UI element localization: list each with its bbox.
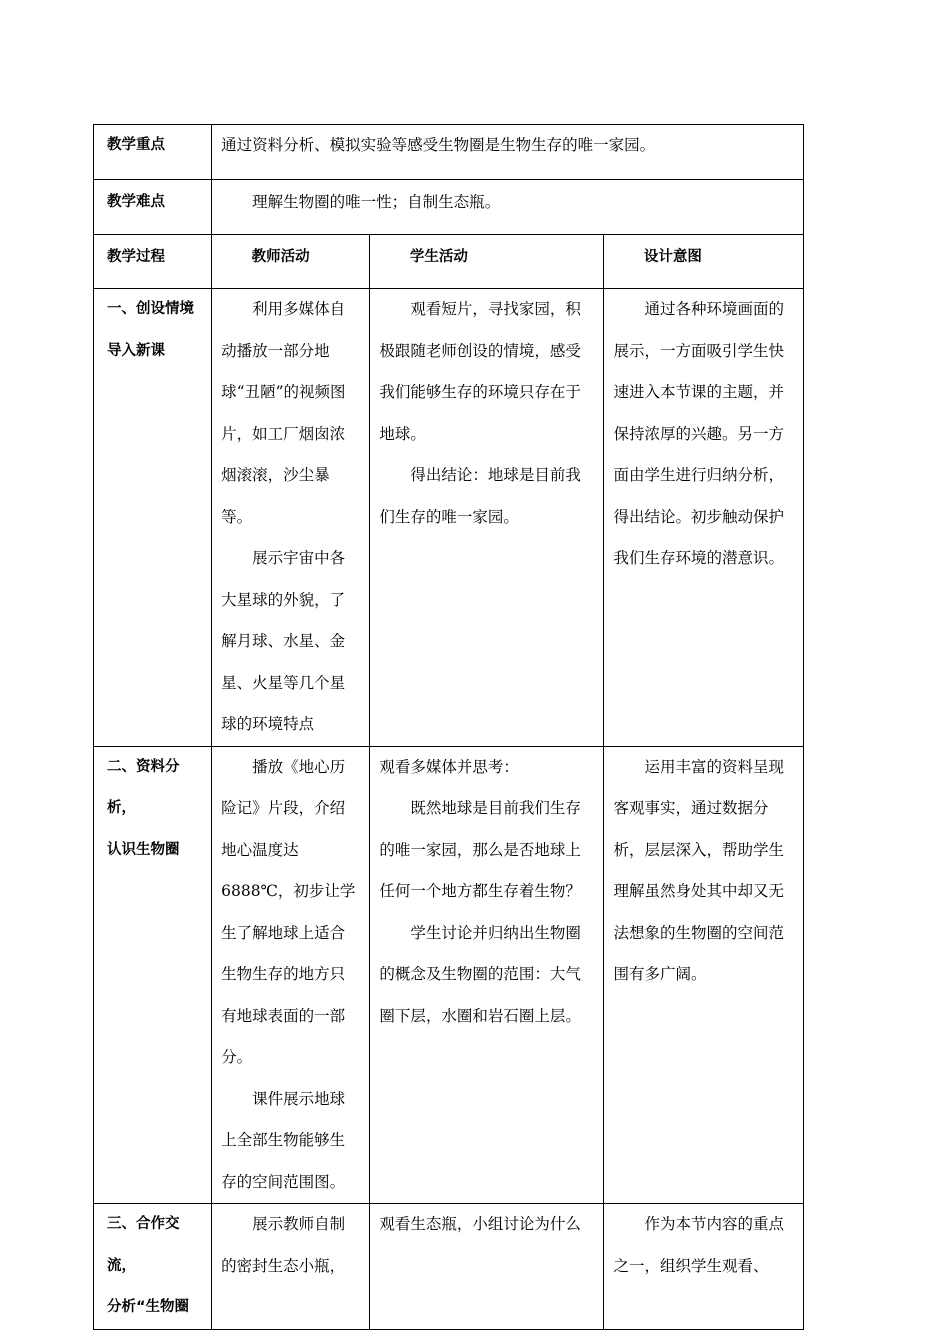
header-design-intent: 设计意图 bbox=[604, 235, 804, 289]
label-teaching-difficulty: 教学难点 bbox=[94, 180, 212, 235]
stage-3-design-intent bbox=[604, 1204, 804, 1330]
stage-2-design-intent bbox=[604, 746, 804, 1204]
stage-3-label-line-1: 三、合作交流， bbox=[107, 1216, 180, 1274]
stage-2-student-p1: 既然地球是目前我们生存的唯一家园，那么是否地球上任何一个地方都生存着生物？ bbox=[379, 799, 581, 900]
stage-2-intent-text: 运用丰富的资料呈现客观事实，通过数据分析，层层深入，帮助学生理解虽然身处其中却又无法想象的生物圈的空间范围有多广阔。 bbox=[613, 757, 784, 983]
row-teaching-difficulty bbox=[94, 180, 804, 235]
row-teaching-focus bbox=[94, 125, 804, 180]
stage-3-student-activity bbox=[370, 1204, 604, 1330]
stage-3-intent-text: 作为本节内容的重点之一，组织学生观看、 bbox=[613, 1215, 784, 1275]
label-teaching-focus: 教学重点 bbox=[94, 125, 212, 180]
stage-1-teacher-activity bbox=[212, 289, 370, 747]
teaching-focus-text: 通过资料分析、模拟实验等感受生物圈是生物生存的唯一家园。 bbox=[212, 125, 804, 180]
stage-1-design-intent bbox=[604, 289, 804, 747]
stage-3-student-p1: 观看生态瓶，小组讨论为什么 bbox=[379, 1215, 581, 1233]
row-stage-2 bbox=[94, 746, 804, 1204]
row-header bbox=[94, 235, 804, 289]
stage-2-label bbox=[94, 746, 212, 1204]
stage-3-label bbox=[94, 1204, 212, 1330]
header-teacher-activity: 教师活动 bbox=[212, 235, 370, 289]
stage-2-student-p0: 观看多媒体并思考： bbox=[379, 757, 519, 776]
stage-1-student-activity bbox=[370, 289, 604, 747]
row-stage-1 bbox=[94, 289, 804, 747]
stage-3-label-line-2: 分析“生物圈 bbox=[107, 1299, 190, 1315]
stage-1-student-p1: 观看短片，寻找家园，积极跟随老师创设的情境，感受我们能够生存的环境只存在于地球。 bbox=[379, 300, 581, 443]
stage-1-intent-text: 通过各种环境画面的展示，一方面吸引学生快速进入本节课的主题，并保持浓厚的兴趣。另一方面由学生进行归纳分析，得出结论。初步触动保护我们生存环境的潜意识。 bbox=[613, 300, 784, 567]
teaching-difficulty-text: 理解生物圈的唯一性；自制生态瓶。 bbox=[212, 180, 804, 235]
header-student-activity: 学生活动 bbox=[370, 235, 604, 289]
stage-3-teacher-p1: 展示教师自制的密封生态小瓶， bbox=[221, 1215, 346, 1275]
stage-1-teacher-p1: 利用多媒体自动播放一部分地球“丑陋”的视频图片，如工厂烟囱浓烟滚滚，沙尘暴等。 bbox=[221, 300, 346, 526]
stage-1-label-line-1: 一、创设情境 bbox=[107, 301, 194, 317]
stage-1-label-line-2: 导入新课 bbox=[107, 342, 165, 359]
stage-2-teacher-p1: 播放《地心历险记》片段，介绍地心温度达6888℃，初步让学生了解地球上适合生物生存的地方只有地球表面的一部分。 bbox=[221, 757, 356, 1066]
stage-3-teacher-activity bbox=[212, 1204, 370, 1330]
stage-2-label-line-2: 认识生物圈 bbox=[107, 841, 180, 858]
stage-2-student-activity bbox=[370, 746, 604, 1204]
row-stage-3 bbox=[94, 1204, 804, 1330]
stage-2-teacher-p2: 课件展示地球上全部生物能够生存的空间范围图。 bbox=[221, 1089, 346, 1191]
stage-2-teacher-activity bbox=[212, 746, 370, 1204]
stage-1-label bbox=[94, 289, 212, 747]
stage-2-label-line-1: 二、资料分析， bbox=[107, 758, 180, 816]
header-process: 教学过程 bbox=[94, 235, 212, 289]
lesson-plan-table bbox=[93, 124, 804, 1330]
stage-1-student-p2: 得出结论：地球是目前我们生存的唯一家园。 bbox=[379, 466, 581, 526]
stage-1-teacher-p2: 展示宇宙中各大星球的外貌，了解月球、水星、金星、火星等几个星球的环境特点 bbox=[221, 549, 346, 733]
stage-2-student-p2: 学生讨论并归纳出生物圈的概念及生物圈的范围：大气圈下层，水圈和岩石圈上层。 bbox=[379, 923, 581, 1025]
